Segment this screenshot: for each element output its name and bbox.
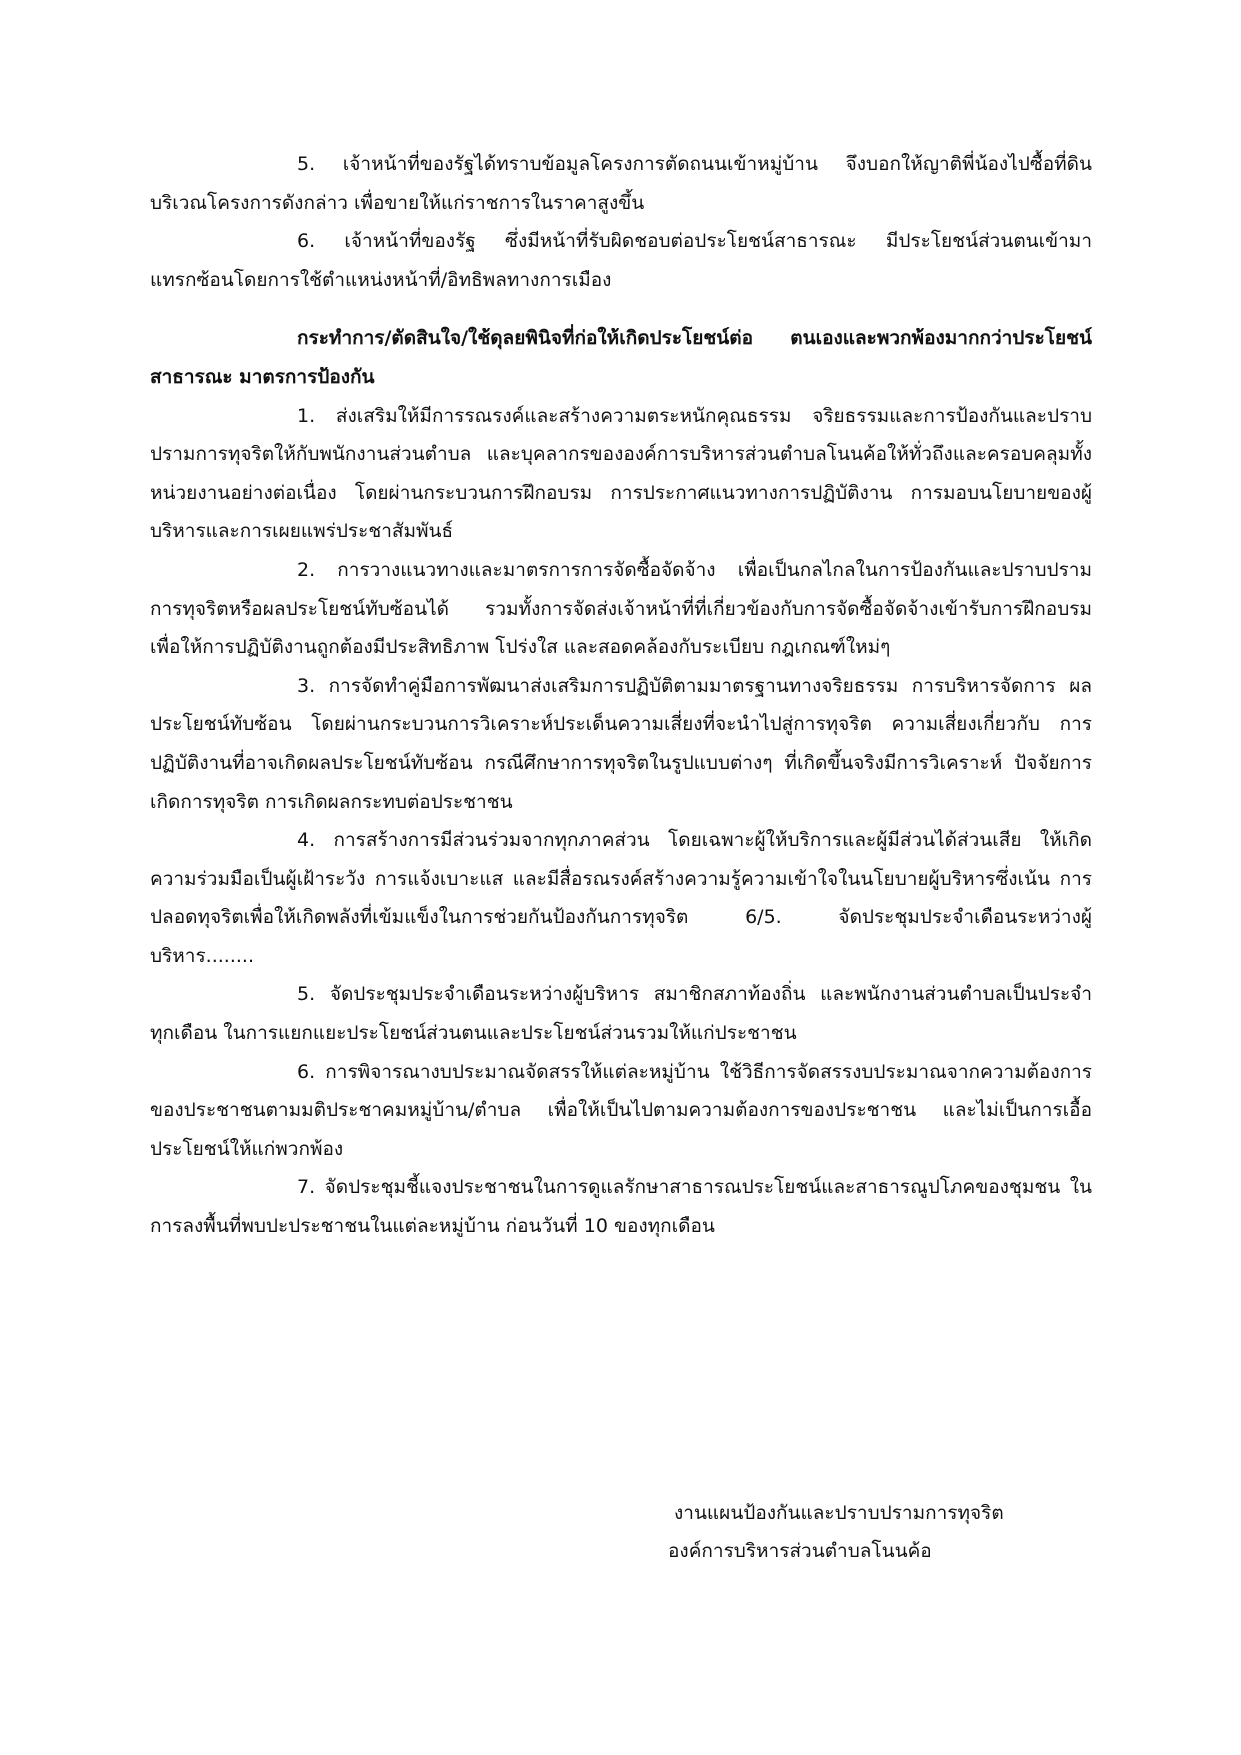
section-heading: กระทำการ/ตัดสินใจ/ใช้ดุลยพินิจที่ก่อให้เกิดประโยชน์ต่อ ตนเองและพวกพ้องมากกว่าประโยชน์สาธารณะ มาตรการป้องกัน — [150, 327, 1092, 388]
document-body — [150, 145, 1092, 1246]
intro-item-6: 6. เจ้าหน้าที่ของรัฐ ซึ่งมีหน้าที่รับผิดชอบต่อประโยชน์สาธารณะ มีประโยชน์ส่วนตนเข้ามาแทรกซ้อนโดยการใช้ตำแหน่งหน้าที่/อิทธิพลทางการเมือง — [150, 230, 1092, 291]
measure-item-6: 6. การพิจารณางบประมาณจัดสรรให้แต่ละหมู่บ้าน ใช้วิธีการจัดสรรงบประมาณจากความต้องการ ของประชาชนตามมติประชาคมหมู่บ้าน/ตำบล เพื่อให้เป็นไปตามความต้องการของประชาชน และไม่เป็นการเอื้อ ประโยชน์ให้แก่พวกพ้อง — [150, 1060, 1092, 1160]
signature-organization: องค์การบริหารส่วนตำบลโนนค้อ — [668, 1540, 932, 1562]
measure-item-3: 3. การจัดทำคู่มือการพัฒนาส่งเสริมการปฏิบัติตามมาตรฐานทางจริยธรรม การบริหารจัดการ ผลประโยชน์ทับซ้อน โดยผ่านกระบวนการวิเคราะห์ประเด็นความเสี่ยงที่จะนำไปสู่การทุจริต ความเสี่ยงเกี่ยวกับ การปฏิบัติงานที่อาจเกิดผลประโยชน์ทับซ้อน กรณีศึกษาการทุจริตในรูปแบบต่างๆ ที่เกิดขึ้นจริงมีการวิเคราะห์ ปัจจัยการเกิดการทุจริต การเกิดผลกระทบต่อประชาชน — [150, 674, 1092, 813]
measure-item-2: 2. การวางแนวทางและมาตรการการจัดซื้อจัดจ้าง เพื่อเป็นกลไกลในการป้องกันและปราบปรามการทุจริตหรือผลประโยชน์ทับซ้อนได้ รวมทั้งการจัดส่งเจ้าหน้าที่ที่เกี่ยวข้องกับการจัดซื้อจัดจ้างเข้ารับการฝึกอบรม เพื่อให้การปฏิบัติงานถูกต้องมีประสิทธิภาพ โปร่งใส และสอดคล้องกับระเบียบ กฎเกณฑ์ใหม่ๆ — [150, 558, 1092, 659]
intro-item-5: 5. เจ้าหน้าที่ของรัฐได้ทราบข้อมูลโครงการตัดถนนเข้าหมู่บ้าน จึงบอกให้ญาติพี่น้องไปซื้อที่ดิน บริเวณโครงการดังกล่าว เพื่อขายให้แก่ราชการในราคาสูงขึ้น — [150, 153, 1092, 214]
measure-item-1: 1. ส่งเสริมให้มีการรณรงค์และสร้างความตระหนักคุณธรรม จริยธรรมและการป้องกันและปราบปรามการทุจริตให้กับพนักงานส่วนตำบล และบุคลากรขององค์การบริหารส่วนตำบลโนนค้อให้ทั่วถึงและครอบคลุมทั้งหน่วยงานอย่างต่อเนื่อง โดยผ่านกระบวนการฝึกอบรม การประกาศแนวทางการปฏิบัติงาน การมอบนโยบายของผู้บริหารและการเผยแพร่ประชาสัมพันธ์ — [150, 404, 1092, 543]
signature-unit: งานแผนป้องกันและปราบปรามการทุจริต — [674, 1502, 1004, 1524]
signature-block — [668, 1494, 1088, 1570]
measure-item-7: 7. จัดประชุมชี้แจงประชาชนในการดูแลรักษาสาธารณประโยชน์และสาธารณูปโภคของชุมชน ใน การลงพื้นที่พบปะประชาชนในแต่ละหมู่บ้าน ก่อนวันที่ 10 ของทุกเดือน — [150, 1176, 1092, 1238]
measure-item-4: 4. การสร้างการมีส่วนร่วมจากทุกภาคส่วน โดยเฉพาะผู้ให้บริการและผู้มีส่วนได้ส่วนเสีย ให้เกิด ความร่วมมือเป็นผู้เฝ้าระวัง การแจ้งเบาะแส และมีสื่อรณรงค์สร้างความรู้ความเข้าใจในนโยบายผู้บริหารซึ่งเน้น การปลอดทุจริตเพื่อให้เกิดพลังที่เข้มแข็งในการช่วยกันป้องกันการทุจริต 6/5. จัดประชุมประจำเดือนระหว่างผู้บริหาร........ — [150, 829, 1092, 967]
measure-item-5: 5. จัดประชุมประจำเดือนระหว่างผู้บริหาร สมาชิกสภาท้องถิ่น และพนักงานส่วนตำบลเป็นประจำ ทุกเดือน ในการแยกแยะประโยชน์ส่วนตนและประโยชน์ส่วนรวมให้แก่ประชาชน — [150, 983, 1092, 1045]
